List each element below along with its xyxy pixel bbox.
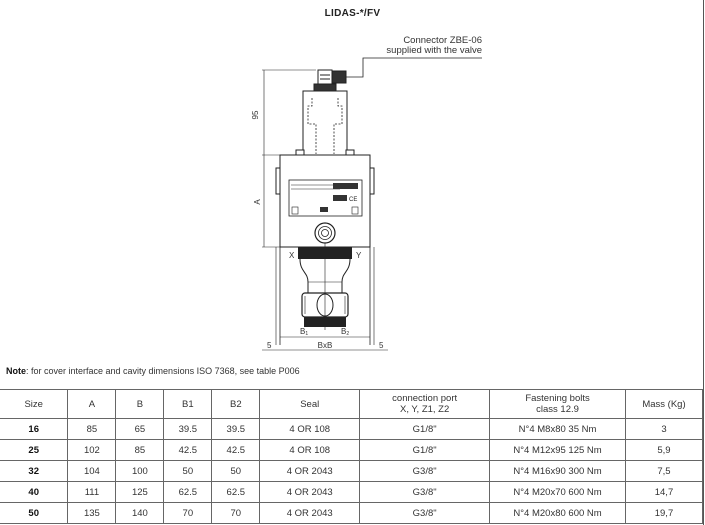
svg-text:B2: B2 [341,327,350,337]
header-size: Size [0,390,68,419]
cell-mass: 5,9 [625,440,702,461]
cell-b2: 70 [212,503,260,524]
cell-a: 111 [68,482,116,503]
cell-mass: 3 [625,419,702,440]
header-b: B [116,390,164,419]
svg-text:5: 5 [379,341,384,350]
table-row [0,440,703,461]
table-row [0,461,703,482]
cell-b1: 39.5 [164,419,212,440]
cell-a: 104 [68,461,116,482]
header-a: A [68,390,116,419]
header-connection-port [360,390,490,419]
svg-text:Y: Y [356,251,362,260]
connector-icon [314,70,346,91]
header-seal: Seal [260,390,360,419]
note-label: Note [6,366,26,376]
header-b1: B1 [164,390,212,419]
cell-size: 32 [0,461,68,482]
pilot-body [296,91,354,156]
table-row [0,482,703,503]
cell-size: 16 [0,419,68,440]
cell-fastening-bolts: N°4 M8x80 35 Nm [490,419,626,440]
cell-b2: 42.5 [212,440,260,461]
cell-mass: 14,7 [625,482,702,503]
cell-a: 102 [68,440,116,461]
callout-line-2: supplied with the valve [386,45,482,56]
cell-seal: 4 OR 2043 [260,482,360,503]
cell-size: 40 [0,482,68,503]
svg-text:5: 5 [267,341,272,350]
cell-b2: 50 [212,461,260,482]
cell-connection-port: G1/8" [360,440,490,461]
svg-text:A: A [253,199,262,205]
cell-fastening-bolts: N°4 M16x90 300 Nm [490,461,626,482]
cell-b1: 42.5 [164,440,212,461]
header-fastening-bolts-line1: Fastening bolts [525,393,590,404]
cell-b: 65 [116,419,164,440]
cell-b: 100 [116,461,164,482]
header-b2: B2 [212,390,260,419]
cell-seal: 4 OR 2043 [260,461,360,482]
cell-b1: 62.5 [164,482,212,503]
cell-fastening-bolts: N°4 M12x95 125 Nm [490,440,626,461]
cell-b: 140 [116,503,164,524]
cell-b1: 70 [164,503,212,524]
note-text [6,366,300,376]
cell-connection-port: G1/8" [360,419,490,440]
svg-text:BxB: BxB [317,341,333,350]
cartridge-body [276,243,374,345]
cell-seal: 4 OR 2043 [260,503,360,524]
note-body: : for cover interface and cavity dimensions ISO 7368, see table P006 [26,366,300,376]
table-row [0,503,703,524]
cell-b: 85 [116,440,164,461]
cell-connection-port: G3/8" [360,482,490,503]
callout-line-1: Connector ZBE-06 [403,35,482,46]
svg-text:95: 95 [251,110,260,120]
dimensions-table [0,389,703,524]
cover-body [276,155,374,247]
cell-a: 85 [68,419,116,440]
dimension-bxb [262,337,388,350]
cell-b: 125 [116,482,164,503]
svg-text:B1: B1 [300,327,309,337]
cell-size: 25 [0,440,68,461]
svg-text:X: X [289,251,295,260]
cell-seal: 4 OR 108 [260,419,360,440]
header-fastening-bolts-line2: class 12.9 [536,404,579,415]
table-row [0,419,703,440]
svg-text:CE: CE [349,197,358,203]
cell-connection-port: G3/8" [360,503,490,524]
cell-a: 135 [68,503,116,524]
cell-connection-port: G3/8" [360,461,490,482]
callout-leader [346,58,482,77]
cell-seal: 4 OR 108 [260,440,360,461]
cell-fastening-bolts: N°4 M20x70 600 Nm [490,482,626,503]
cell-b2: 39.5 [212,419,260,440]
cell-mass: 19,7 [625,503,702,524]
cell-mass: 7,5 [625,461,702,482]
cell-fastening-bolts: N°4 M20x80 600 Nm [490,503,626,524]
header-fastening-bolts [490,390,626,419]
document-title: LIDAS-*/FV [324,8,381,19]
cell-b1: 50 [164,461,212,482]
cell-size: 50 [0,503,68,524]
header-connection-port-line1: connection port [392,393,458,404]
cell-b2: 62.5 [212,482,260,503]
header-connection-port-line2: X, Y, Z1, Z2 [399,404,450,415]
header-mass: Mass (Kg) [625,390,702,419]
table-header-row [0,390,703,419]
